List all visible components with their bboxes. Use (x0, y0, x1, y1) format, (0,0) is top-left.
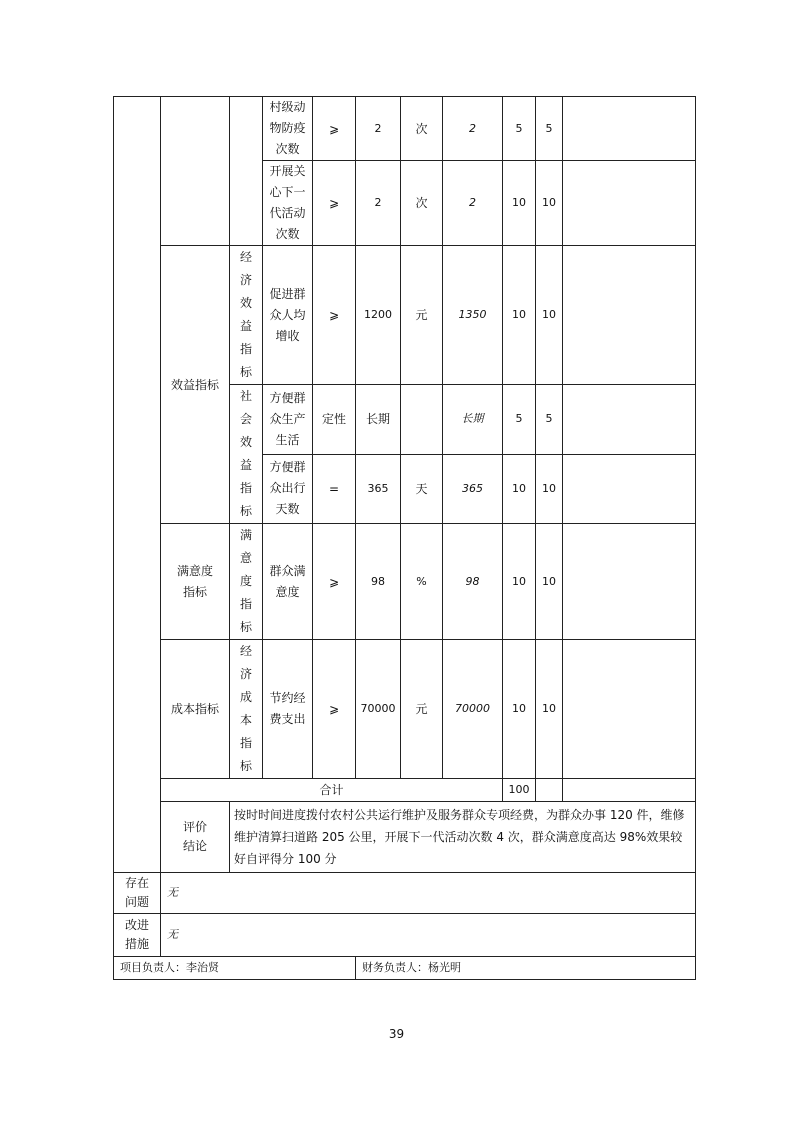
remark-cell (563, 246, 696, 385)
score-cell: 10 (503, 640, 536, 779)
table-row (114, 246, 696, 385)
improvements-row (114, 914, 696, 957)
operator-cell: ⩾ (313, 161, 356, 246)
got-score-cell: 10 (536, 640, 563, 779)
operator-cell: ⩾ (313, 640, 356, 779)
indicator-cell: 方便群众出行天数 (263, 454, 313, 524)
operator-cell: ⩾ (313, 97, 356, 161)
actual-cell: 98 (443, 524, 503, 640)
outer-category-cell (114, 97, 161, 873)
indicator-cell: 节约经费支出 (263, 640, 313, 779)
target-cell: 长期 (356, 385, 401, 455)
score-cell: 5 (503, 97, 536, 161)
total-score: 100 (503, 779, 536, 802)
unit-cell: 次 (401, 161, 443, 246)
remark-cell (563, 161, 696, 246)
problems-text: 无 (161, 873, 696, 914)
remark-cell (563, 640, 696, 779)
indicator-cell: 促进群众人均增收 (263, 246, 313, 385)
target-cell: 1200 (356, 246, 401, 385)
actual-cell: 1350 (443, 246, 503, 385)
got-score-cell: 5 (536, 97, 563, 161)
remark-cell (563, 385, 696, 455)
actual-cell: 70000 (443, 640, 503, 779)
improvements-label-cell: 改进措施 (114, 914, 161, 957)
target-cell: 2 (356, 97, 401, 161)
problems-label-cell: 存在问题 (114, 873, 161, 914)
indicator-cell: 村级动物防疫次数 (263, 97, 313, 161)
total-got-score (536, 779, 563, 802)
unit-cell: 元 (401, 640, 443, 779)
footer-row (114, 957, 696, 980)
total-remark (563, 779, 696, 802)
total-label: 合计 (161, 779, 503, 802)
score-cell: 10 (503, 524, 536, 640)
score-cell: 10 (503, 454, 536, 524)
social-benefit-cell: 社会效益指标 (230, 385, 263, 524)
project-lead: 项目负责人：李治贤 (114, 957, 356, 980)
conclusion-row (114, 802, 696, 873)
economic-benefit-cell: 经济效益指标 (230, 246, 263, 385)
unit-cell: 天 (401, 454, 443, 524)
operator-cell: = (313, 454, 356, 524)
satisfaction-category-cell: 满意度指标 (161, 524, 230, 640)
got-score-cell: 10 (536, 161, 563, 246)
table-row (114, 640, 696, 779)
table-row (114, 524, 696, 640)
table-row (114, 97, 696, 161)
target-cell: 70000 (356, 640, 401, 779)
cost-category-cell: 成本指标 (161, 640, 230, 779)
score-cell: 10 (503, 161, 536, 246)
operator-cell: 定性 (313, 385, 356, 455)
performance-table (113, 96, 696, 980)
actual-cell: 2 (443, 161, 503, 246)
score-cell: 5 (503, 385, 536, 455)
unit-cell: % (401, 524, 443, 640)
benefit-category-cell: 效益指标 (161, 246, 230, 524)
actual-cell: 365 (443, 454, 503, 524)
got-score-cell: 5 (536, 385, 563, 455)
unit-cell (401, 385, 443, 455)
got-score-cell: 10 (536, 524, 563, 640)
total-row (114, 779, 696, 802)
remark-cell (563, 97, 696, 161)
improvements-text: 无 (161, 914, 696, 957)
subcategory-cell (230, 97, 263, 246)
remark-cell (563, 524, 696, 640)
finance-lead: 财务负责人：杨光明 (356, 957, 696, 980)
actual-cell: 长期 (443, 385, 503, 455)
indicator-cell: 开展关心下一代活动次数 (263, 161, 313, 246)
unit-cell: 元 (401, 246, 443, 385)
score-cell: 10 (503, 246, 536, 385)
actual-cell: 2 (443, 97, 503, 161)
satisfaction-sub-cell: 满意度指标 (230, 524, 263, 640)
conclusion-text: 按时时间进度拨付农村公共运行维护及服务群众专项经费，为群众办事 120 件，维修维护清算扫道路 205 公里，开展下一代活动次数 4 次，群众满意度高达 98%效果较好自评得分 100 分 (230, 802, 696, 873)
indicator-cell: 群众满意度 (263, 524, 313, 640)
cost-sub-cell: 经济成本指标 (230, 640, 263, 779)
got-score-cell: 10 (536, 246, 563, 385)
category-cell (161, 97, 230, 246)
unit-cell: 次 (401, 97, 443, 161)
operator-cell: ⩾ (313, 246, 356, 385)
indicator-cell: 方便群众生产生活 (263, 385, 313, 455)
page-number: 39 (388, 1027, 405, 1041)
target-cell: 365 (356, 454, 401, 524)
conclusion-label-cell: 评价结论 (161, 802, 230, 873)
got-score-cell: 10 (536, 454, 563, 524)
problems-row (114, 873, 696, 914)
target-cell: 2 (356, 161, 401, 246)
operator-cell: ⩾ (313, 524, 356, 640)
target-cell: 98 (356, 524, 401, 640)
remark-cell (563, 454, 696, 524)
